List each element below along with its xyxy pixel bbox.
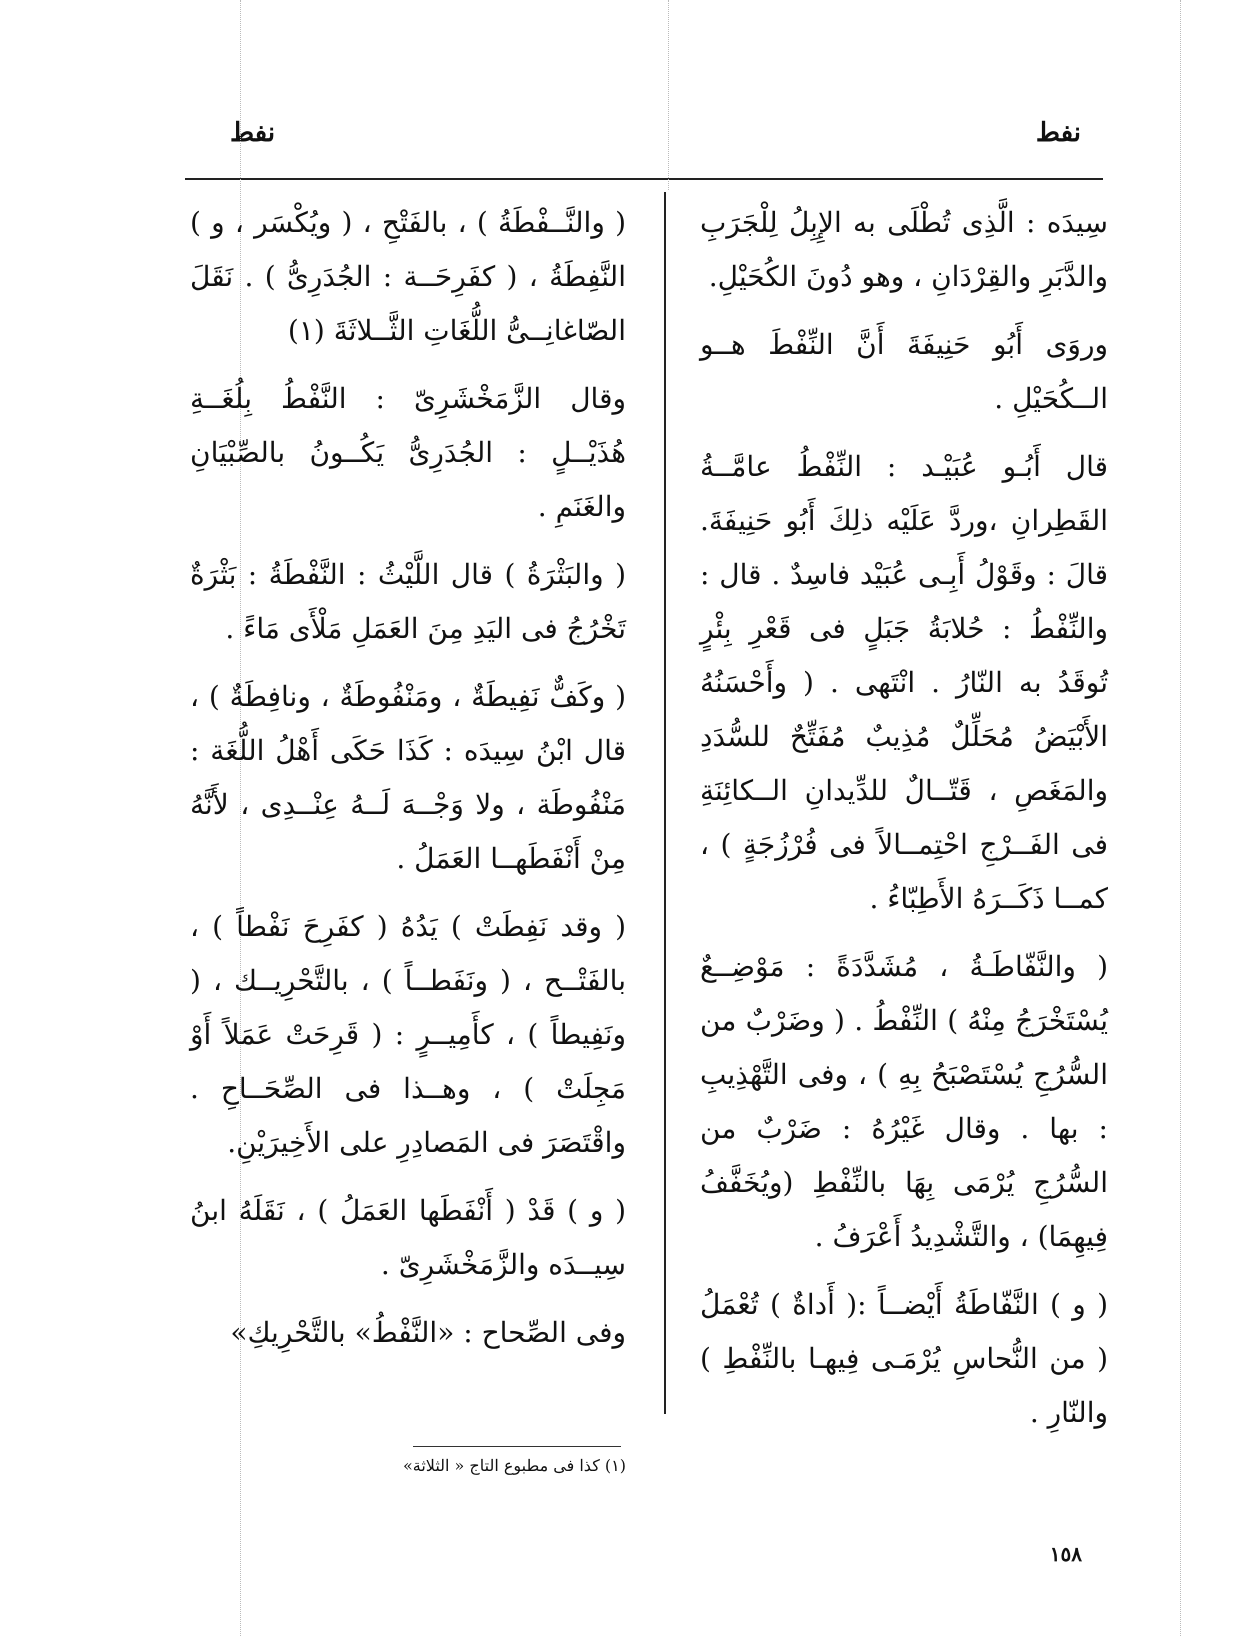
- paragraph: وفى الصِّحاح : «النَّفْطُ» بالتَّحْرِيكِ»: [230, 1316, 626, 1349]
- paragraph: وقال الزَّمَخْشَرِىّ : النَّفْطُ بِلُغَــةِ هُذَيْــلٍ : الجُدَرِىُّ يَكُــونُ بالصِّبْيَانِ والغَنَمِ .: [190, 382, 626, 523]
- scan-artifact-line: [1180, 0, 1182, 1636]
- right-column: [700, 196, 1108, 1454]
- running-head-right: نفط: [1035, 118, 1081, 148]
- paragraph: قال أَبُـو عُبَيْـد : النِّفْطُ عامَّــةُ القَطِرانِ ،وردَّ عَلَيْه ذلِكَ أَبُو حَنِيفَةَ. قالَ : وقَوْلُ أَبِـى عُبَيْد فاسِدٌ . قال : والنِّفْطُ : حُلابَةُ جَبَلٍ فى قَعْرِ بِئْرٍ تُوقَدُ به النّارُ . انْتَهى . ( وأَحْسَنُهُ الأَبْيَضُ مُحَلِّلٌ مُذِيبٌ مُفَتِّحٌ للسُّدَدِ والمَغَصِ ، قَتّــالٌ للدِّيدانِ الــكائِنَةِ فى الفَــرْجِ احْتِمــالاً فى فُرْزُجَةٍ ) ، كمــا ذَكَــرَهُ الأَطِبّاءُ .: [700, 450, 1108, 915]
- paragraph: ( و ) قَدْ ( أَنْفَطَها العَمَلُ ) ، نَقَلَهُ ابنُ سِيــدَه والزَّمَخْشَرِىّ .: [190, 1194, 626, 1281]
- paragraph: ( والنَّفّاطَـةُ ، مُشَدَّدَةً : مَوْضِــعٌ يُسْتَخْرَجُ مِنْهُ ) النِّفْطُ . ( وضَرْبٌ من السُّرُجِ يُسْتَصْبَحُ بِهِ ) ، وفى التَّهْذِيبِ : بها . وقال غَيْرُهُ : ضَرْبٌ من السُّرُجِ يُرْمَى بِهَا بالنِّفْطِ (ويُخَفَّفُ فِيهِمَا) ، والتَّشْدِيدُ أَعْرَفُ .: [700, 950, 1108, 1253]
- footnote: (١) كذا فى مطبوع التاج « الثلاثة»: [402, 1456, 626, 1475]
- scan-artifact-line: [668, 0, 670, 190]
- paragraph: ( والنَّــفْطَةُ ) ، بالفَتْحِ ، ( ويُكْسَر ، و ) النَّفِطَةُ ، ( كفَرِحَــة : الجُدَرِىُّ ) . نَقَلَ الصّاغانِــىُّ اللُّغَاتِ الثَّــلاثَةَ (١): [190, 206, 626, 347]
- page-number: ١٥٨: [1049, 1542, 1082, 1566]
- footnote-rule: [413, 1446, 621, 1447]
- running-head-left: نفط: [230, 118, 276, 148]
- paragraph: ( وقد نَفِطَتْ ) يَدُهُ ( كفَرِحَ نَفْطاً ) ، بالفَتْــح ، ( ونَفَطــاً ) ، بالتَّحْرِيــك ، ( ونَفِيطاً ) ، كأَمِيــرٍ : ( قَرِحَتْ عَمَلاً أَوْ مَجِلَتْ ) ، وهــذا فى الصِّحَــاحِ . واقْتَصَرَ فى المَصادِرِ على الأَخِيرَيْنِ.: [190, 910, 626, 1159]
- paragraph: ( وكَفٌّ نَفِيطَةٌ ، ومَنْفُوطَةٌ ، ونافِطَةٌ ) ، قال ابْنُ سِيدَه : كَذَا حَكَى أَهْلُ اللُّغَة : مَنْفُوطَة ، ولا وَجْــهَ لَــهُ عِنْــدِى ، لأَنَّهُ مِنْ أَنْفَطَهــا العَمَلُ .: [190, 680, 626, 875]
- paragraph: سِيدَه : الَّذِى تُطْلَى به الإِبِلُ لِلْجَرَبِ والدَّبَرِ والقِرْدَانِ ، وهو دُونَ الكُحَيْلِ.: [700, 206, 1108, 293]
- paragraph: ( و ) النَّفّاطَةُ أَيْضــاً :( أَداةٌ ) تُعْمَلُ ( من النُّحاسِ يُرْمَـى فِيهـا بالنِّفْطِ ) والنّارِ .: [700, 1288, 1108, 1429]
- header-rule: [185, 178, 1103, 180]
- paragraph: وروَى أَبُو حَنِيفَةَ أَنَّ النِّفْطَ هــو الــكُحَيْلِ .: [700, 328, 1108, 415]
- column-divider: [664, 192, 666, 1414]
- paragraph: ( والبَثْرَةُ ) قال اللَّيْثُ : النَّفْطَةُ : بَثْرَةٌ تَخْرُجُ فى اليَدِ مِنَ العَمَلِ مَلْأَى مَاءً .: [190, 558, 626, 645]
- left-column: [190, 196, 626, 1374]
